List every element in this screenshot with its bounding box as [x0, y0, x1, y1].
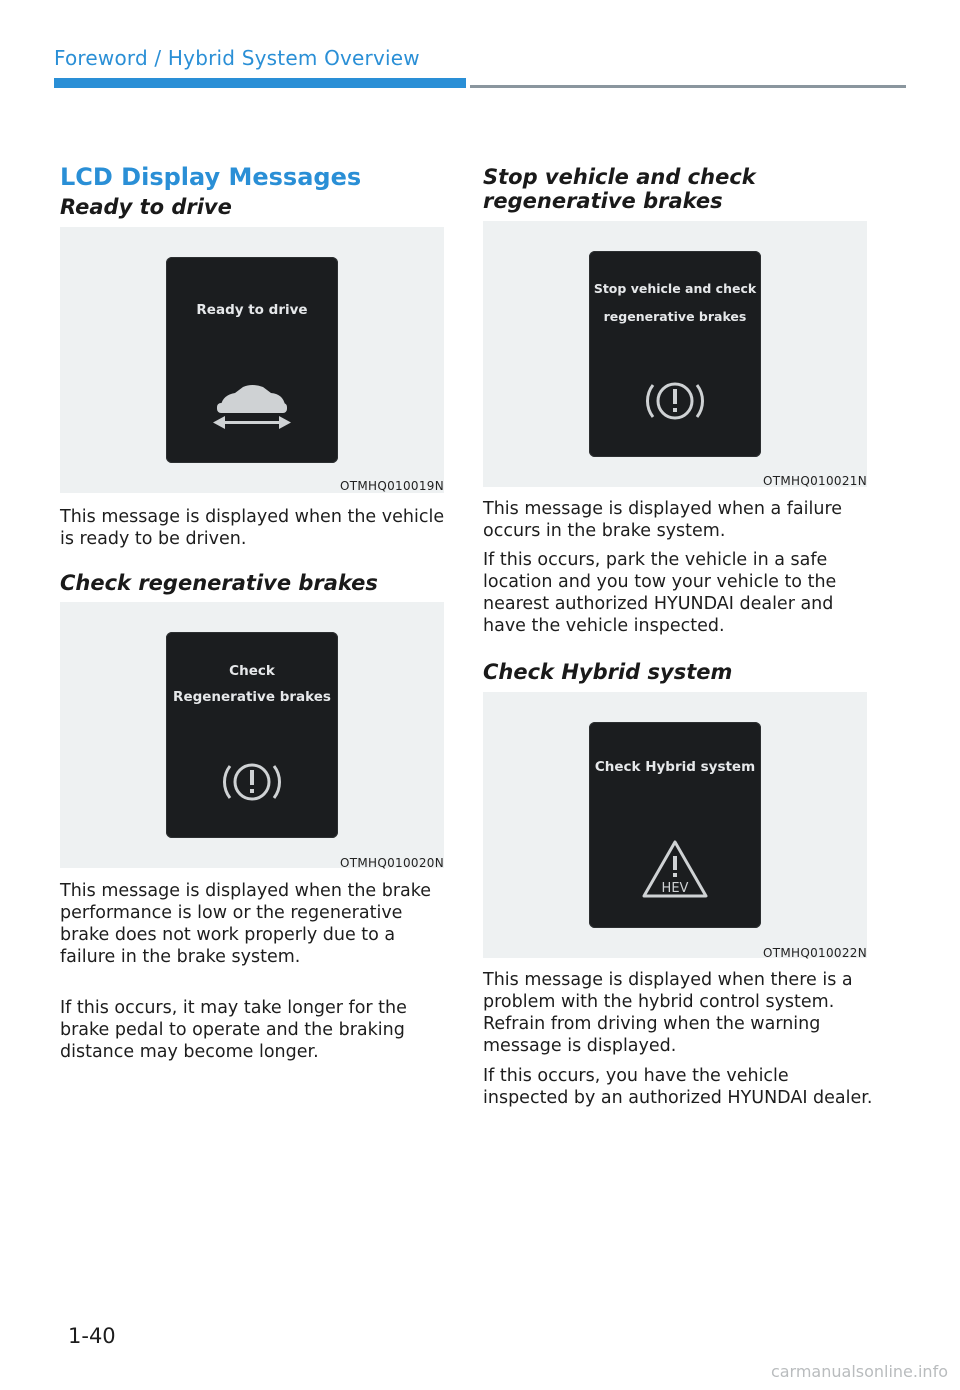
figure-code: OTMHQ010019N [340, 479, 444, 493]
paragraph: This message is displayed when there is a problem with the hybrid control system. Refrain from driving when the warning message is displayed. [483, 970, 853, 1056]
brake-warning-icon [220, 754, 284, 810]
screen-message-line1: Check [229, 663, 275, 679]
figure-check-regenerative-brakes [60, 602, 444, 868]
paragraph: This message is displayed when the brake performance is low or the regenerative brake does not work properly due to a failure in the brake system. [60, 881, 432, 967]
brake-warning-icon [643, 373, 707, 429]
screen-message: Ready to drive [196, 302, 308, 318]
figure-code: OTMHQ010020N [340, 856, 444, 870]
heading-stop-vehicle: Stop vehicle and check regenerative brakes [483, 165, 756, 213]
page-number: 1-40 [68, 1324, 116, 1348]
header-rule-accent [54, 78, 466, 88]
heading-ready-to-drive: Ready to drive [60, 195, 232, 219]
paragraph: If this occurs, park the vehicle in a safe location and you tow your vehicle to the nearest authorized HYUNDAI dealer and have the vehicle inspected. [483, 550, 837, 636]
lcd-screen [166, 632, 338, 838]
screen-message-line2: Regenerative brakes [173, 689, 331, 705]
hev-warning-icon [640, 838, 710, 900]
section-title: LCD Display Messages [60, 163, 362, 191]
paragraph: If this occurs, you have the vehicle inspected by an authorized HYUNDAI dealer. [483, 1066, 873, 1108]
screen-message: Check Hybrid system [594, 759, 756, 775]
paragraph: This message is displayed when a failure occurs in the brake system. [483, 499, 843, 541]
figure-code: OTMHQ010022N [763, 946, 867, 960]
screen-message-line2: regenerative brakes [603, 309, 747, 324]
hev-label: HEV [661, 881, 689, 896]
header-rule [470, 85, 906, 88]
lcd-screen [589, 722, 761, 928]
lcd-screen [166, 257, 338, 463]
figure-stop-vehicle [483, 221, 867, 487]
heading-check-regenerative-brakes: Check regenerative brakes [60, 571, 378, 595]
car-arrows-icon [209, 381, 295, 433]
lcd-screen [589, 251, 761, 457]
screen-message-line1: Stop vehicle and check [593, 281, 757, 296]
paragraph: This message is displayed when the vehicle is ready to be driven. [60, 507, 445, 549]
heading-check-hybrid-system: Check Hybrid system [483, 660, 733, 684]
figure-code: OTMHQ010021N [763, 474, 867, 488]
figure-check-hybrid-system [483, 692, 867, 958]
breadcrumb: Foreword / Hybrid System Overview [54, 46, 420, 70]
figure-ready-to-drive [60, 227, 444, 493]
paragraph: If this occurs, it may take longer for the brake pedal to operate and the braking distance may become longer. [60, 998, 407, 1062]
watermark: carmanualsonline.info [770, 1362, 948, 1381]
